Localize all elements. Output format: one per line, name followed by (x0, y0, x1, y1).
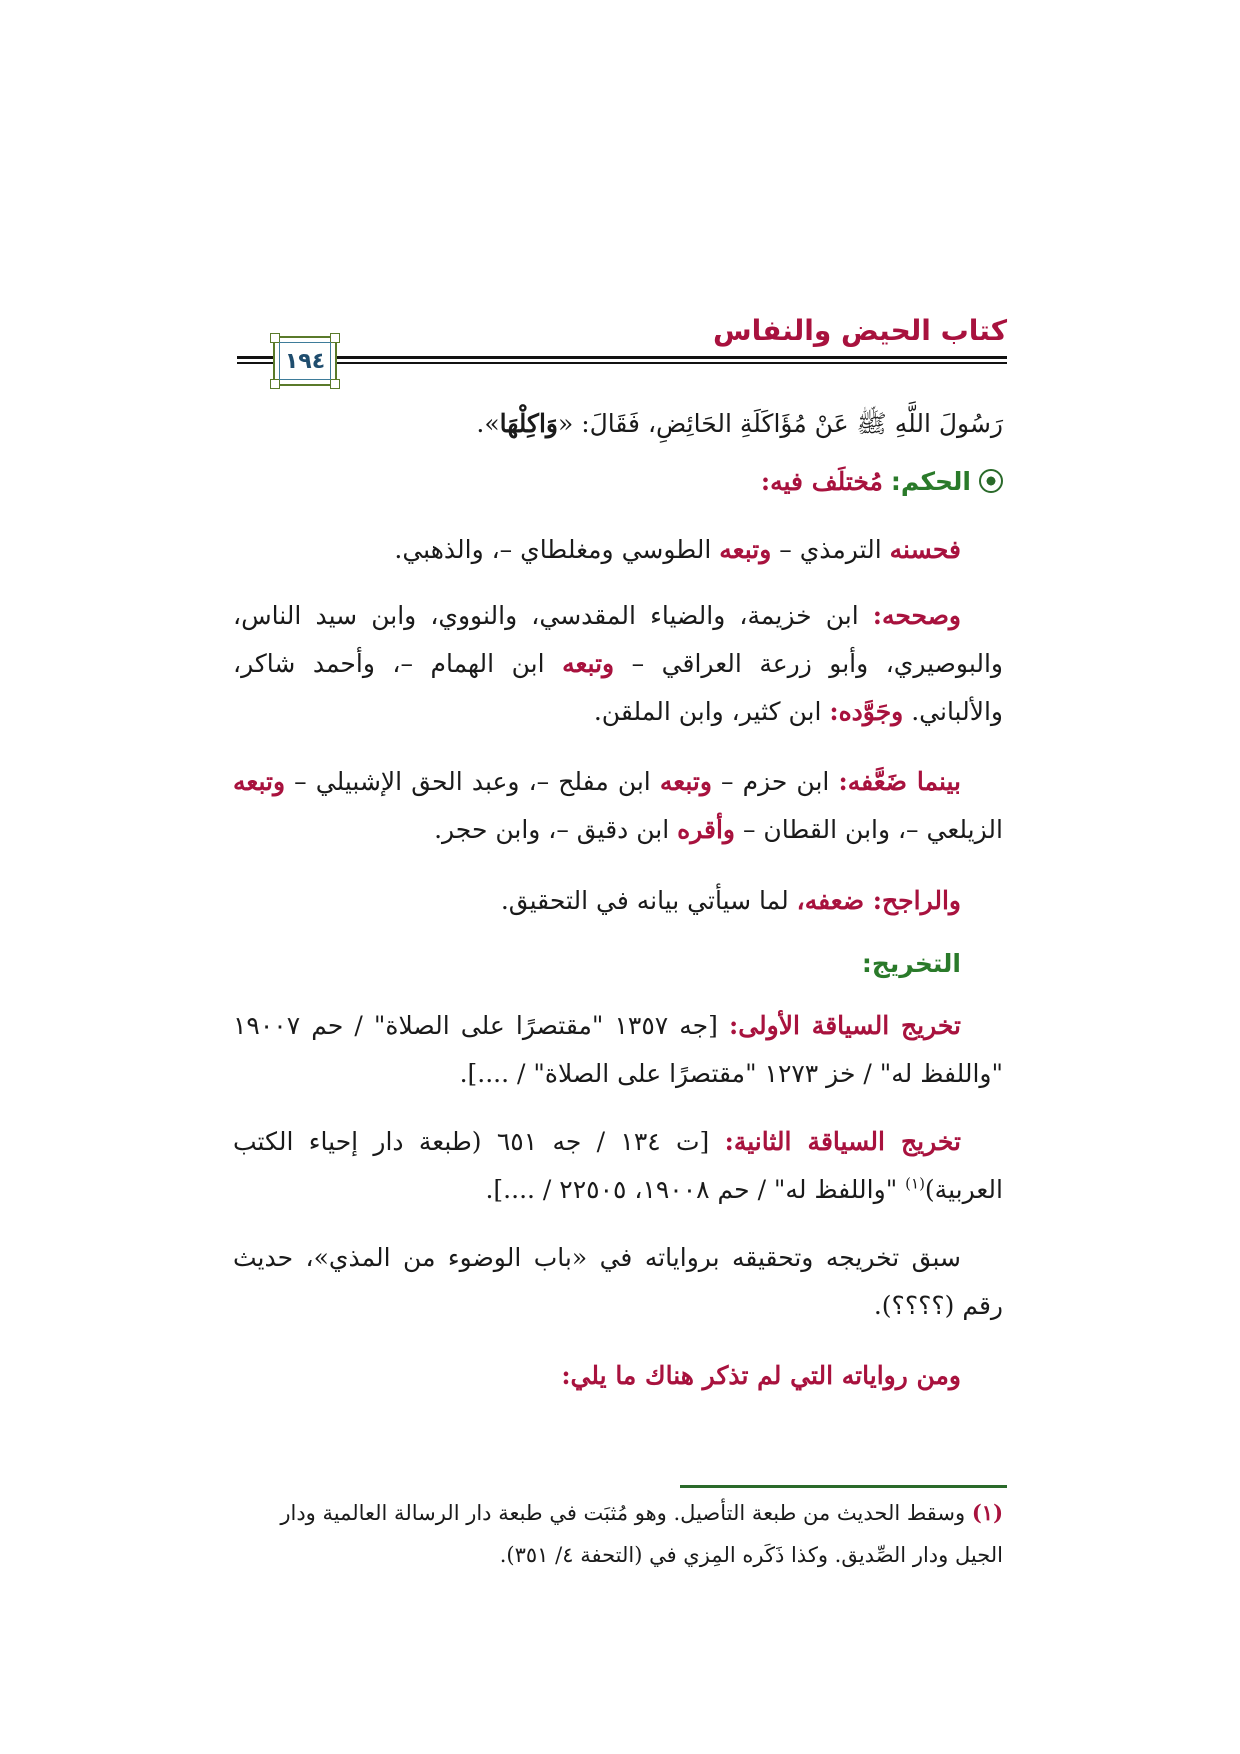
rosette-icon (979, 469, 1003, 493)
previous-takhrij-paragraph: سبق تخريجه وتحقيقه برواياته في «باب الوضوء من المذي»، حديث رقم (؟؟؟؟). (233, 1243, 1003, 1320)
sahih-paragraph: وصححه: ابن خزيمة، والضياء المقدسي، والنووي، وابن سيد الناس، والبوصيري، وأبو زرعة العراقي – وتبعه ابن الهمام –، وأحمد شاكر، والألباني. وجَوَّده: ابن كثير، وابن الملقن. (233, 601, 1004, 726)
takhrij-second-paragraph: تخريج السياقة الثانية: [ت ١٣٤ / جه ٦٥١ (طبعة دار إحياء الكتب العربية)$^{(١)}$ "واللفظ له" / حم ١٩٠٠٨، ٢٢٥٠٥ / ....]. (233, 1127, 1003, 1204)
footnote-reference[interactable]: (١) (905, 1174, 925, 1193)
book-title: كتاب الحيض والنفاس (712, 314, 1007, 347)
header-rule (237, 356, 1007, 359)
footnote-marker: (١) (971, 1500, 1003, 1525)
ruling-label: الحكم: (890, 467, 971, 496)
corner-ornament-icon (270, 379, 280, 389)
ruling-value: مُختلَف فيه: (760, 467, 883, 496)
page-number-badge (273, 336, 337, 386)
header-rule-thin (237, 362, 1007, 364)
footnote-separator (680, 1485, 1007, 1488)
takhrij-heading: التخريج: (861, 949, 961, 978)
ruling-heading (233, 458, 1003, 506)
page-header (237, 300, 1007, 390)
page-number: ١٩٤ (284, 348, 326, 374)
corner-ornament-icon (330, 333, 340, 343)
footnote (233, 1492, 1003, 1576)
hadith-text-line: رَسُولَ اللَّهِ ﷺ عَنْ مُؤَاكَلَةِ الحَائِضِ، فَقَالَ: «وَاكِلْهَا». (476, 409, 1003, 438)
corner-ornament-icon (330, 379, 340, 389)
daif-paragraph: بينما ضَعَّفه: ابن حزم – وتبعه ابن مفلح –، وعبد الحق الإشبيلي – وتبعه الزيلعي –، وابن القطان – وأقره ابن دقيق –، وابن حجر. (233, 767, 1003, 844)
narrations-intro: ومن رواياته التي لم تذكر هناك ما يلي: (561, 1361, 961, 1390)
takhrij-first-paragraph: تخريج السياقة الأولى: [جه ١٣٥٧ "مقتصرًا على الصلاة" / حم ١٩٠٠٧ "واللفظ له" / خز ١٢٧٣ "مقتصرًا على الصلاة" / ....]. (233, 1011, 1003, 1088)
preferred-paragraph: والراجح: ضعفه، لما سيأتي بيانه في التحقيق. (500, 886, 961, 915)
footnote-text: وسقط الحديث من طبعة التأصيل. وهو مُثبَت في طبعة دار الرسالة العالمية ودار الجيل ودار الصِّديق. وكذا ذَكَره المِزي في (التحفة ٤/ ٣٥١). (280, 1501, 1003, 1567)
hasan-paragraph: فحسنه الترمذي – وتبعه الطوسي ومغلطاي –، والذهبي. (394, 535, 961, 564)
hadith-quote: وَاكِلْهَا (499, 409, 558, 438)
